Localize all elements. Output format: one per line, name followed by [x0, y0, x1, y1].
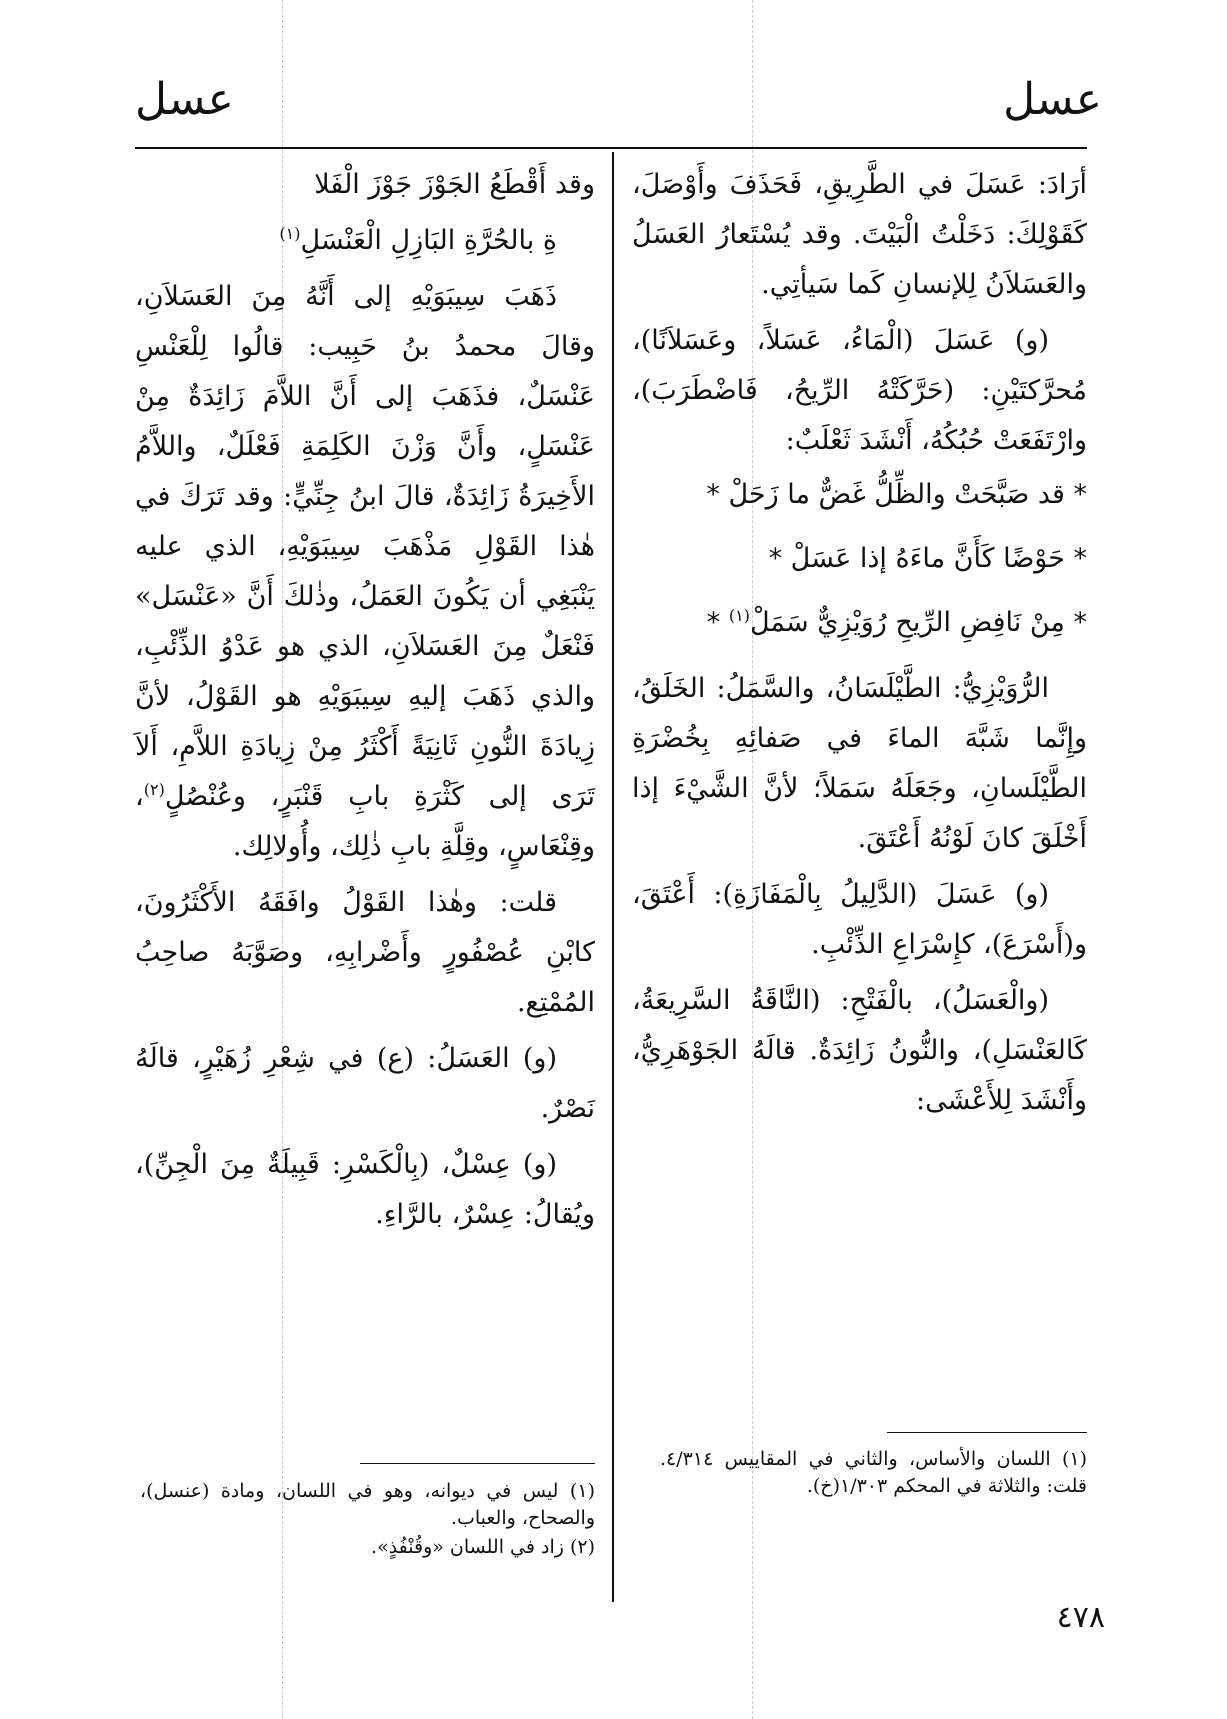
verse-line: [632, 472, 1087, 518]
footnotes-right: [660, 1446, 1087, 1502]
paragraph: قلت: وهٰذا القَوْلُ وافَقَهُ الأَكْثَرُونَ، كابْنِ عُصْفُورٍ وأَضْرابِهِ، وصَوَّبَهُ صاحِبُ المُمْتِع.: [135, 887, 595, 1018]
running-header-left: عسل: [135, 74, 234, 125]
footnote: (١) ليس في ديوانه، وهو في اللسان، ومادة (عنسل)، والصحاح، والعباب.: [140, 1480, 595, 1529]
paragraph: (و) عَسَلَ (الدَّلِيلُ بِالْمَفَازَةِ): أَعْتَقَ، و(أَسْرَعَ)، كإِسْرَاعِ الذِّئْبِ.: [632, 879, 1087, 960]
verse-line: [632, 600, 1087, 646]
verse-star: *: [768, 543, 783, 574]
paragraph-text: ذَهَبَ سِيبَوَيْهِ إلى أَنَّهُ مِنَ العَسَلاَنِ، وقالَ محمدُ بنُ حَبِيب: قالُوا لِلْعَنْسِ عَنْسَلٌ، فذَهَبَ إلى أَنَّ اللاَّمَ زَائِدَةٌ مِنْ عَنْسَلٍ، وأَنَّ وَزْنَ الكَلِمَةِ فَعْلَلٌ، واللاَّمُ الأَخِيرَةُ زَائِدَةٌ، قالَ ابنُ جِنِّيٍّ: وقد تَرَكَ في هٰذا القَوْلِ مَذْهَبَ سِيبَوَيْهِ، الذي عليه يَنْبَغِي أن يَكُونَ العَمَلُ، وذٰلكَ أَنَّ «عَنْسَل» فَنْعَلٌ مِنَ العَسَلاَنِ، الذي هو عَدْوُ الذِّئْبِ، والذي ذَهَبَ إليهِ سِيبَوَيْهِ هو القَوْلُ، لأنَّ زِيادَةَ النُّونِ ثَانِيَةً أَكْثَرُ مِنْ زِيادَةِ اللاَّمِ، أَلاَ تَرَى إلى كَثْرَةِ بابِ قَنْبَرٍ، وعُنْصُلٍ: [135, 281, 595, 812]
right-column: [632, 160, 1087, 1132]
verse-line: [632, 536, 1087, 582]
paragraph: أرَادَ: عَسَلَ في الطَّرِيقِ، فَحَذَفَ وأَوْصَلَ، كَقَوْلِكَ: دَخَلْتُ الْبَيْتَ. وقد يُسْتَعارُ العَسَلُ والعَسَلاَنُ لِلإنسانِ كَما سَيأتِي.: [632, 169, 1087, 300]
left-column: [135, 160, 595, 1246]
column-divider: [612, 152, 614, 1602]
footnote: (٢) زاد في اللسان «وقُنْفُذٍ».: [371, 1536, 595, 1558]
paragraph: (و) عِسْلٌ، (بِالْكَسْرِ: قَبِيلَةٌ مِنَ الْجِنِّ)، ويُقالُ: عِسْرٌ، بالرَّاءِ.: [135, 1149, 595, 1230]
paragraph: الرُّوَيْزِيُّ: الطَّيْلَسَانُ، والسَّمَلُ: الخَلَقُ، وإِنَّما شَبَّهَ الماءَ في صَفائِهِ بِخُضْرَةِ الطَّيْلَسانِ، وجَعَلَهُ سَمَلاً؛ لأنَّ الشَّيْءَ إذا أَخْلَقَ كانَ لَوْنُهُ أَعْتَقَ.: [632, 673, 1087, 854]
page-number: ٤٧٨: [1056, 1600, 1105, 1635]
footnote-rule: [887, 1432, 1087, 1433]
paragraph-text: ، وقِنْعَاسٍ، وقِلَّةِ بابِ ذٰلِك، وأُولالِك.: [135, 781, 595, 862]
verse-star: *: [1073, 607, 1087, 638]
header-rule: [135, 147, 1087, 149]
verse-text: ةِ بالحُرَّةِ البَازِلِ الْعَنْسَلِ: [300, 225, 557, 256]
verse-line: وقد أَقْطَعُ الجَوْزَ جَوْزَ الْفَلا: [314, 169, 595, 200]
paragraph: (و) عَسَلَ (الْمَاءُ، عَسَلاً، وعَسَلاَنًا)، مُحرَّكتَيْنِ: (حَرَّكَتْهُ الرِّيحُ، فَاضْطَرَبَ)، وارْتَفَعَتْ حُبُكُهُ، أَنْشَدَ ثَعْلَبٌ:: [632, 325, 1087, 456]
verse-star: *: [706, 479, 720, 510]
footnote-marker: (١): [728, 606, 750, 625]
verse-text: حَوْضًا كَأَنَّ ماءَهُ إذا عَسَلْ: [790, 543, 1065, 574]
paragraph: [135, 272, 595, 872]
verse-line: [135, 216, 595, 266]
footnote-marker: (٢): [143, 780, 165, 799]
verse-text: قد صَبَّحَتْ والظِّلُّ غَضٌّ ما زَحَلْ: [728, 479, 1065, 510]
verse-star: *: [1073, 543, 1087, 574]
running-header-right: عسل: [1003, 74, 1102, 125]
paragraph: (و) العَسَلُ: (ع) في شِعْرِ زُهَيْرٍ، قالَهُ نَصْرٌ.: [135, 1043, 595, 1124]
footnotes-left: [140, 1478, 595, 1563]
verse-text: مِنْ نَافِضِ الرِّيحِ رُوَيْزِيٌّ سَمَلْ: [749, 607, 1065, 638]
verse-star: *: [706, 607, 721, 638]
verse-star: *: [1073, 479, 1087, 510]
footnote-marker: (١): [279, 224, 301, 243]
footnote: (١) اللسان والأساس، والثاني في المقاييس ٤/٣١٤. قلت: والثلاثة في المحكم ١/٣٠٣(خ).: [660, 1448, 1087, 1497]
footnote-rule: [360, 1463, 595, 1464]
paragraph: (والْعَسَلُ)، بالْفَتْحِ: (النَّاقَةُ السَّرِيعَةُ، كَالعَنْسَلِ)، والنُّونُ زَائِدَةٌ. قالَهُ الجَوْهَرِيُّ، وأَنْشَدَ لِلأَعْشَى:: [632, 985, 1087, 1116]
verse-block: [632, 472, 1087, 646]
